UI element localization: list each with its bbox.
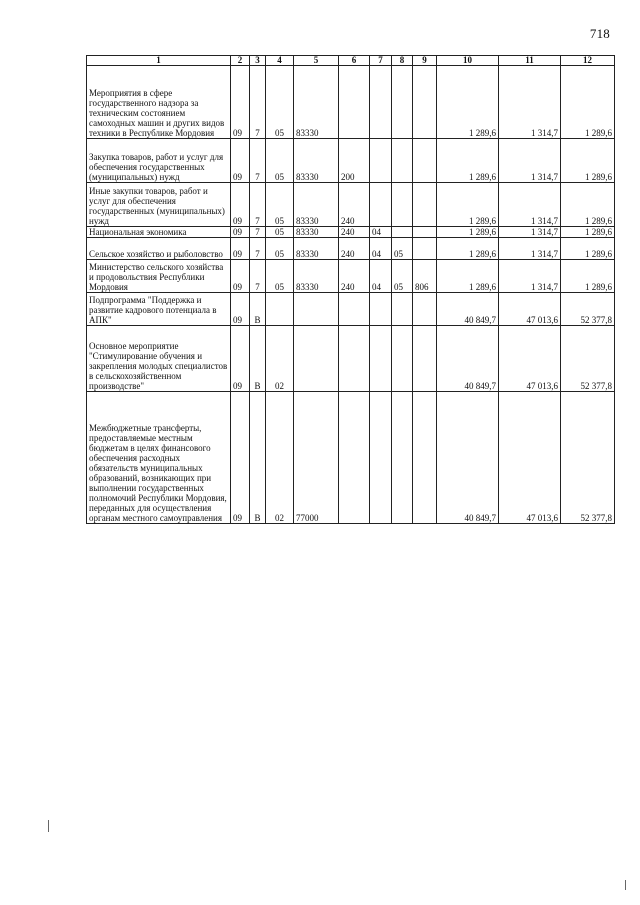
cell-col5: 83330 [294,139,339,183]
table-row [87,227,615,238]
cell-col6: 240 [339,183,370,227]
column-header: 8 [392,56,413,66]
cell-col5: 83330 [294,66,339,139]
cell-col2: 09 [231,392,250,524]
cell-col7: 04 [370,238,392,260]
cell-col2: 09 [231,326,250,392]
cell-col12: 1 289,6 [561,227,615,238]
cell-col8: 05 [392,260,413,293]
cell-col2: 09 [231,238,250,260]
cell-col8 [392,392,413,524]
table-row [87,238,615,260]
cell-col5: 83330 [294,260,339,293]
cell-col12: 1 289,6 [561,139,615,183]
cell-col3: В [250,392,266,524]
cell-col7 [370,66,392,139]
cell-col12: 1 289,6 [561,183,615,227]
cell-col5: 83330 [294,238,339,260]
cell-col12: 1 289,6 [561,260,615,293]
budget-table [86,55,615,524]
cell-col7 [370,392,392,524]
row-name: Межбюджетные трансферты, предоставляемые местным бюджетам в целях финансового обеспечения расходных обязательств муниципальных образований, возникающих при выполнении государственных полномочий Республики Мордовия, переданных для осуществления органам местного самоуправления [87,392,231,524]
cell-col9 [413,183,437,227]
cell-col3: В [250,293,266,326]
cell-col9 [413,139,437,183]
cell-col6: 240 [339,238,370,260]
cell-col3: В [250,326,266,392]
row-name: Основное мероприятие "Стимулирование обучения и закрепления молодых специалистов в сельскохозяйственном производстве" [87,326,231,392]
cell-col6 [339,392,370,524]
cell-col11: 47 013,6 [499,326,561,392]
cell-col6: 200 [339,139,370,183]
cell-col12: 52 377,8 [561,392,615,524]
cell-col3: 7 [250,183,266,227]
cell-col4: 02 [266,326,294,392]
cell-col10: 40 849,7 [437,326,499,392]
row-name: Мероприятия в сфере государственного надзора за техническим состоянием самоходных машин и других видов техники в Республике Мордовия [87,66,231,139]
cell-col10: 1 289,6 [437,139,499,183]
column-header: 3 [250,56,266,66]
cell-col8 [392,66,413,139]
cell-col9 [413,326,437,392]
cell-col5: 83330 [294,183,339,227]
column-header: 4 [266,56,294,66]
table-row [87,139,615,183]
row-name: Закупка товаров, работ и услуг для обеспечения государственных (муниципальных) нужд [87,139,231,183]
cell-col8 [392,326,413,392]
cell-col12: 1 289,6 [561,66,615,139]
cell-col9 [413,227,437,238]
cell-col11: 1 314,7 [499,66,561,139]
cell-col4: 05 [266,183,294,227]
cell-col5 [294,326,339,392]
cell-col10: 1 289,6 [437,238,499,260]
column-header: 2 [231,56,250,66]
cell-col7 [370,139,392,183]
row-name: Подпрограмма "Поддержка и развитие кадрового потенциала в АПК" [87,293,231,326]
table-header-row [87,56,615,66]
cell-col11: 47 013,6 [499,293,561,326]
column-header: 11 [499,56,561,66]
cell-col7: 04 [370,260,392,293]
cell-col8 [392,139,413,183]
cell-col11: 1 314,7 [499,183,561,227]
cell-col10: 1 289,6 [437,227,499,238]
cell-col6 [339,293,370,326]
cell-col8 [392,227,413,238]
column-header: 7 [370,56,392,66]
cell-col10: 40 849,7 [437,392,499,524]
table-row [87,260,615,293]
page-number: 718 [589,26,610,41]
column-header: 6 [339,56,370,66]
cell-col10: 1 289,6 [437,260,499,293]
cell-col7 [370,326,392,392]
cell-col9 [413,66,437,139]
cell-col12: 1 289,6 [561,238,615,260]
cell-col6: 240 [339,227,370,238]
cell-col2: 09 [231,260,250,293]
cell-col8 [392,293,413,326]
cell-col5: 77000 [294,392,339,524]
cell-col3: 7 [250,238,266,260]
cell-col9 [413,392,437,524]
scan-mark [48,820,49,832]
table-row [87,392,615,524]
cell-col6: 240 [339,260,370,293]
cell-col10: 40 849,7 [437,293,499,326]
cell-col4: 02 [266,392,294,524]
cell-col6 [339,326,370,392]
cell-col12: 52 377,8 [561,293,615,326]
column-header: 9 [413,56,437,66]
column-header: 1 [87,56,231,66]
cell-col4: 05 [266,66,294,139]
cell-col12: 52 377,8 [561,326,615,392]
cell-col11: 1 314,7 [499,260,561,293]
cell-col5: 83330 [294,227,339,238]
cell-col2: 09 [231,293,250,326]
row-name: Министерство сельского хозяйства и продовольствия Республики Мордовия [87,260,231,293]
cell-col10: 1 289,6 [437,183,499,227]
cell-col7 [370,183,392,227]
table-row [87,183,615,227]
cell-col7 [370,293,392,326]
cell-col11: 1 314,7 [499,238,561,260]
cell-col6 [339,66,370,139]
cell-col11: 47 013,6 [499,392,561,524]
column-header: 12 [561,56,615,66]
cell-col4: 05 [266,260,294,293]
cell-col4: 05 [266,139,294,183]
cell-col8: 05 [392,238,413,260]
cell-col2: 09 [231,66,250,139]
cell-col5 [294,293,339,326]
row-name: Национальная экономика [87,227,231,238]
table-row [87,66,615,139]
row-name: Иные закупки товаров, работ и услуг для обеспечения государственных (муниципальных) нужд [87,183,231,227]
cell-col4 [266,293,294,326]
cell-col11: 1 314,7 [499,227,561,238]
cell-col9 [413,293,437,326]
table-row [87,293,615,326]
cell-col7: 04 [370,227,392,238]
cell-col3: 7 [250,66,266,139]
column-header: 5 [294,56,339,66]
cell-col8 [392,183,413,227]
cell-col3: 7 [250,227,266,238]
cell-col3: 7 [250,139,266,183]
cell-col4: 05 [266,238,294,260]
cell-col10: 1 289,6 [437,66,499,139]
cell-col4: 05 [266,227,294,238]
cell-col9: 806 [413,260,437,293]
cell-col2: 09 [231,139,250,183]
row-name: Сельское хозяйство и рыболовство [87,238,231,260]
cell-col2: 09 [231,183,250,227]
cell-col11: 1 314,7 [499,139,561,183]
scan-mark [625,880,626,890]
table-row [87,326,615,392]
column-header: 10 [437,56,499,66]
cell-col2: 09 [231,227,250,238]
cell-col9 [413,238,437,260]
cell-col3: 7 [250,260,266,293]
